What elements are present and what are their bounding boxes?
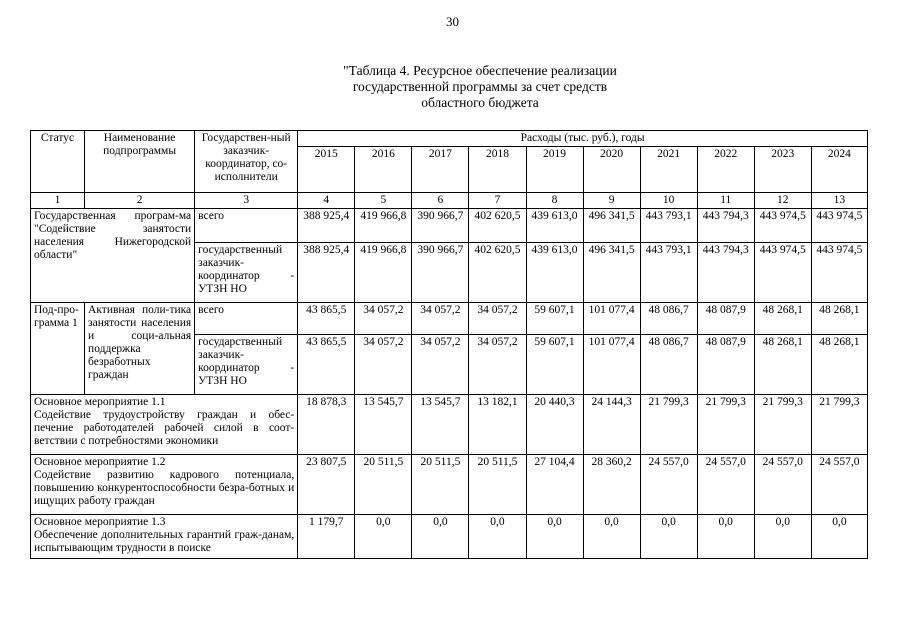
resource-table xyxy=(30,130,868,559)
table-cell: 20 511,5 xyxy=(355,455,412,515)
column-index: 13 xyxy=(811,193,867,209)
table-cell: 443 794,3 xyxy=(697,209,754,243)
column-index: 10 xyxy=(640,193,697,209)
measure-text: Содействие трудоустройству граждан и обес-печение работодателей рабочей силой в соот-ветствии с потребностями экономики xyxy=(34,409,295,447)
table-cell: 402 620,5 xyxy=(469,243,526,303)
column-index: 5 xyxy=(355,193,412,209)
header-year: 2024 xyxy=(811,147,867,193)
subprogram-name: Активная поли-тика занятости населения и соци-альная поддержка безработных граждан xyxy=(85,303,195,395)
row-label-coordinator: государственный заказчик-координатор - УТЗН НО xyxy=(195,335,298,395)
table-cell: 43 865,5 xyxy=(298,335,355,395)
header-status: Статус xyxy=(31,131,85,193)
measure-1-3 xyxy=(31,515,298,559)
table-cell: 0,0 xyxy=(526,515,583,559)
measure-title: Основное мероприятие 1.1 xyxy=(34,396,166,408)
table-cell: 48 268,1 xyxy=(754,303,811,335)
row-label-total: всего xyxy=(195,303,298,335)
table-cell: 21 799,3 xyxy=(754,395,811,455)
subprogram-status: Под-про-грамма 1 xyxy=(31,303,85,395)
table-cell: 34 057,2 xyxy=(412,303,469,335)
table-cell: 13 545,7 xyxy=(412,395,469,455)
column-index: 2 xyxy=(85,193,195,209)
page-number: 30 xyxy=(446,14,459,29)
row-label-coordinator: государственный заказчик-координатор - УТЗН НО xyxy=(195,243,298,303)
column-index: 4 xyxy=(298,193,355,209)
table-cell: 48 086,7 xyxy=(640,303,697,335)
table-cell: 443 974,5 xyxy=(754,243,811,303)
header-customer: Государствен-ный заказчик-координатор, со-исполнители xyxy=(195,131,298,193)
table-cell: 439 613,0 xyxy=(526,209,583,243)
table-cell: 59 607,1 xyxy=(526,303,583,335)
header-year: 2020 xyxy=(583,147,640,193)
table-cell: 419 966,8 xyxy=(355,209,412,243)
table-cell: 0,0 xyxy=(583,515,640,559)
table-cell: 24 557,0 xyxy=(640,455,697,515)
table-cell: 34 057,2 xyxy=(355,335,412,395)
column-index: 9 xyxy=(583,193,640,209)
table-cell: 496 341,5 xyxy=(583,209,640,243)
table-title xyxy=(300,63,660,111)
column-index: 1 xyxy=(31,193,85,209)
measure-1-2 xyxy=(31,455,298,515)
table-cell: 0,0 xyxy=(355,515,412,559)
table-cell: 0,0 xyxy=(811,515,867,559)
table-cell: 390 966,7 xyxy=(412,209,469,243)
table-cell: 0,0 xyxy=(754,515,811,559)
table-cell: 402 620,5 xyxy=(469,209,526,243)
header-year: 2017 xyxy=(412,147,469,193)
table-cell: 48 087,9 xyxy=(697,335,754,395)
header-year: 2019 xyxy=(526,147,583,193)
table-cell: 388 925,4 xyxy=(298,209,355,243)
table-cell: 43 865,5 xyxy=(298,303,355,335)
table-cell: 101 077,4 xyxy=(583,335,640,395)
table-cell: 443 974,5 xyxy=(811,209,867,243)
table-cell: 23 807,5 xyxy=(298,455,355,515)
table-cell: 419 966,8 xyxy=(355,243,412,303)
table-cell: 48 268,1 xyxy=(754,335,811,395)
header-year: 2022 xyxy=(697,147,754,193)
table-cell: 20 440,3 xyxy=(526,395,583,455)
table-cell: 27 104,4 xyxy=(526,455,583,515)
table-cell: 13 182,1 xyxy=(469,395,526,455)
table-cell: 24 557,0 xyxy=(754,455,811,515)
table-cell: 34 057,2 xyxy=(355,303,412,335)
header-year: 2023 xyxy=(754,147,811,193)
table-cell: 13 545,7 xyxy=(355,395,412,455)
column-index: 6 xyxy=(412,193,469,209)
table-cell: 34 057,2 xyxy=(469,303,526,335)
table-cell: 0,0 xyxy=(697,515,754,559)
table-cell: 34 057,2 xyxy=(469,335,526,395)
measure-title: Основное мероприятие 1.3 xyxy=(34,516,166,528)
header-year: 2015 xyxy=(298,147,355,193)
table-cell: 0,0 xyxy=(469,515,526,559)
table-cell: 18 878,3 xyxy=(298,395,355,455)
table-cell: 34 057,2 xyxy=(412,335,469,395)
table-cell: 48 087,9 xyxy=(697,303,754,335)
table-cell: 439 613,0 xyxy=(526,243,583,303)
table-cell: 0,0 xyxy=(412,515,469,559)
table-cell: 443 793,1 xyxy=(640,243,697,303)
column-index: 3 xyxy=(195,193,298,209)
table-cell: 48 268,1 xyxy=(811,335,867,395)
row-label-total: всего xyxy=(195,209,298,243)
column-index: 7 xyxy=(469,193,526,209)
program-name: Государственная програм-ма "Содействие занятости населения Нижегородской области" xyxy=(31,209,195,303)
title-line-1: "Таблица 4. Ресурсное обеспечение реализации xyxy=(343,63,617,78)
table-cell: 24 557,0 xyxy=(811,455,867,515)
table-cell: 443 794,3 xyxy=(697,243,754,303)
header-year: 2021 xyxy=(640,147,697,193)
measure-1-1 xyxy=(31,395,298,455)
table-cell: 48 268,1 xyxy=(811,303,867,335)
table-cell: 21 799,3 xyxy=(640,395,697,455)
column-index: 8 xyxy=(526,193,583,209)
header-name: Наименование подпрограммы xyxy=(85,131,195,193)
measure-text: Обеспечение дополнительных гарантий граж-данам, испытывающим трудности в поиске xyxy=(34,529,295,554)
table-cell: 101 077,4 xyxy=(583,303,640,335)
table-cell: 21 799,3 xyxy=(811,395,867,455)
table-cell: 496 341,5 xyxy=(583,243,640,303)
table-cell: 443 974,5 xyxy=(754,209,811,243)
table-cell: 20 511,5 xyxy=(469,455,526,515)
column-index: 12 xyxy=(754,193,811,209)
table-cell: 28 360,2 xyxy=(583,455,640,515)
title-line-3: областного бюджета xyxy=(421,95,539,110)
table-cell: 21 799,3 xyxy=(697,395,754,455)
table-cell: 443 974,5 xyxy=(811,243,867,303)
header-year: 2016 xyxy=(355,147,412,193)
table-cell: 24 557,0 xyxy=(697,455,754,515)
table-cell: 390 966,7 xyxy=(412,243,469,303)
measure-title: Основное мероприятие 1.2 xyxy=(34,456,166,468)
table-cell: 24 144,3 xyxy=(583,395,640,455)
table-cell: 59 607,1 xyxy=(526,335,583,395)
table-cell: 443 793,1 xyxy=(640,209,697,243)
column-index: 11 xyxy=(697,193,754,209)
table-cell: 0,0 xyxy=(640,515,697,559)
table-cell: 20 511,5 xyxy=(412,455,469,515)
measure-text: Содействие развитию кадрового потенциала, повышению конкурентоспособности безра-ботных и ищущих работу граждан xyxy=(34,469,295,507)
table-cell: 388 925,4 xyxy=(298,243,355,303)
header-expenses: Расходы (тыс. руб.), годы xyxy=(298,131,868,147)
table-cell: 1 179,7 xyxy=(298,515,355,559)
header-year: 2018 xyxy=(469,147,526,193)
title-line-2: государственной программы за счет средств xyxy=(352,79,608,94)
table-cell: 48 086,7 xyxy=(640,335,697,395)
